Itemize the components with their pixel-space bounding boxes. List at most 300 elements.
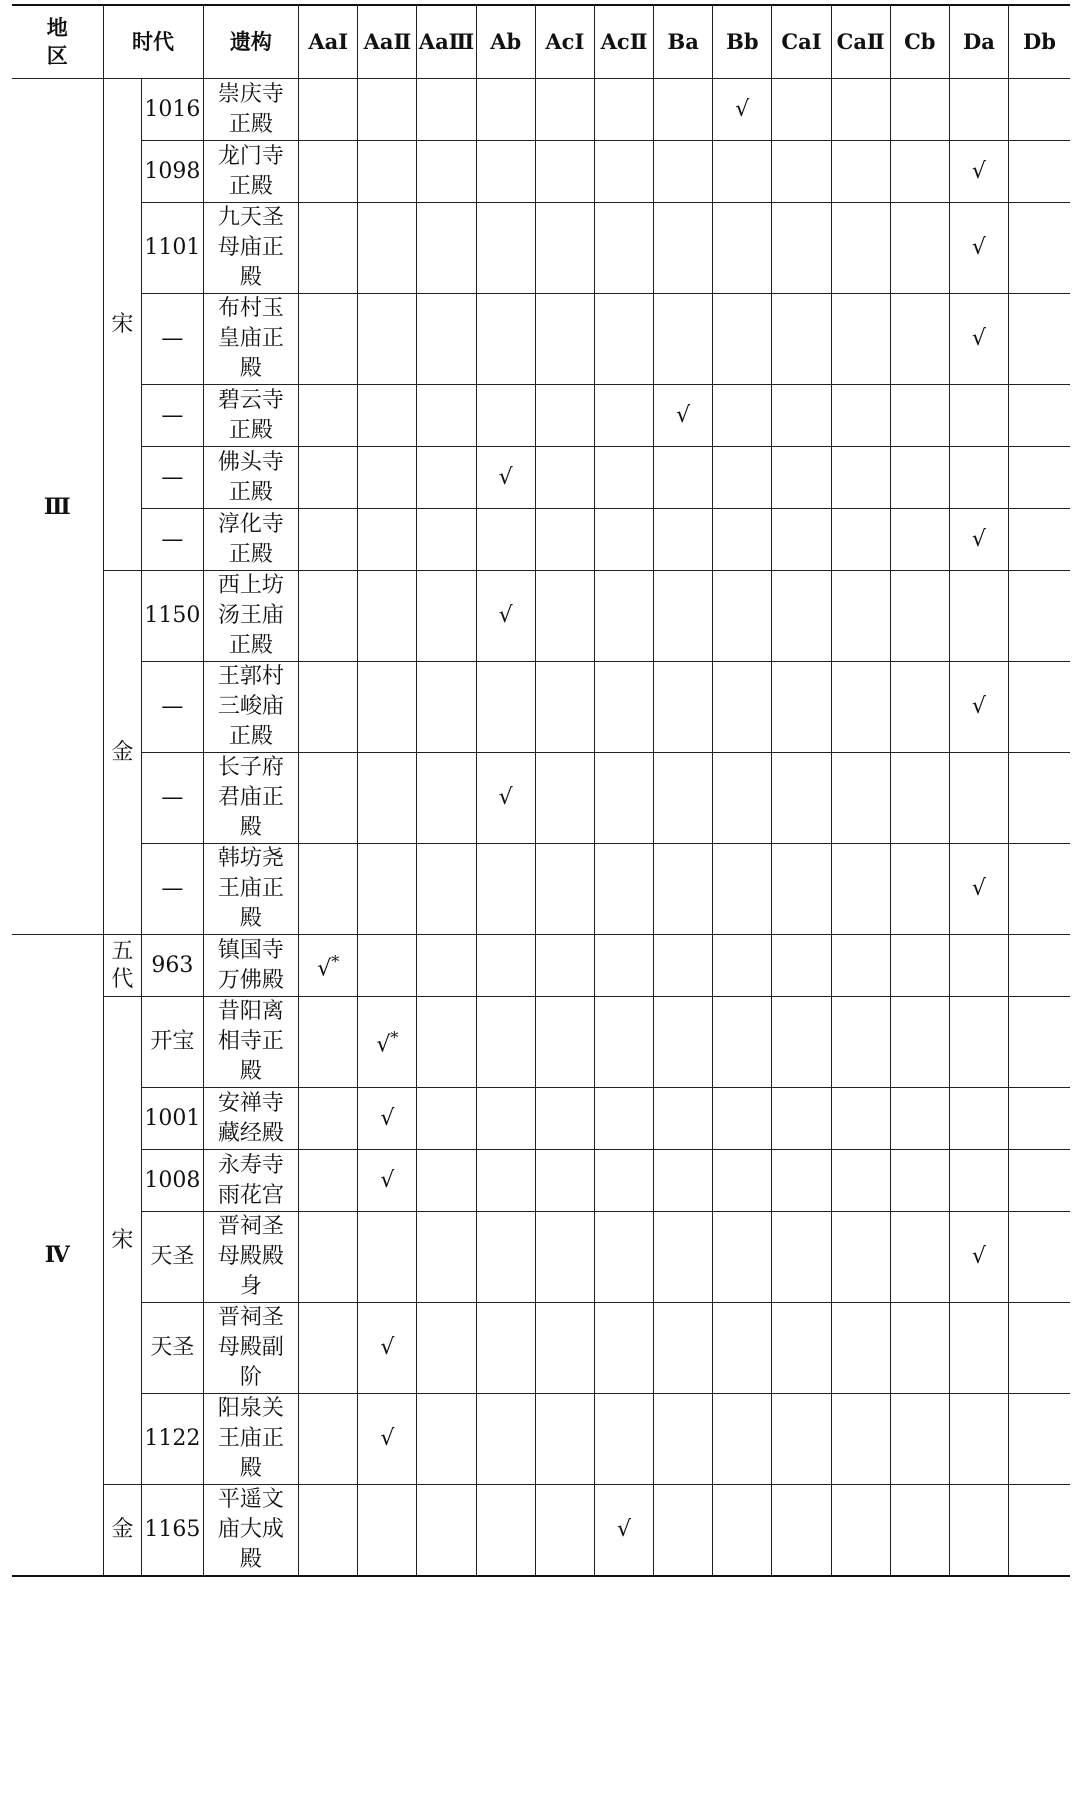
type-cell — [949, 662, 1008, 753]
type-cell — [594, 1485, 653, 1577]
type-cell — [890, 662, 949, 753]
type-cell — [594, 385, 653, 447]
site-line: 相寺正 — [217, 1029, 284, 1054]
site-line: 殿 — [239, 815, 262, 840]
type-cell — [299, 509, 358, 571]
site-line: 殿 — [239, 265, 262, 290]
site-line: 正殿 — [228, 173, 273, 199]
table-row — [12, 997, 1070, 1088]
check-mark: √ — [498, 464, 513, 490]
type-cell — [535, 844, 594, 935]
type-cell — [299, 294, 358, 385]
check-mark: √ — [971, 326, 986, 351]
type-cell — [535, 1088, 594, 1150]
header-type-8: CaⅠ — [772, 5, 831, 79]
type-cell — [772, 997, 831, 1088]
type-cell — [890, 294, 949, 385]
type-cell — [654, 141, 713, 203]
type-cell — [535, 1212, 594, 1303]
type-cell — [358, 294, 417, 385]
table-row — [12, 844, 1070, 935]
type-cell — [831, 571, 890, 662]
type-cell — [476, 203, 535, 294]
dynasty-char: 金 — [111, 1517, 134, 1542]
type-cell — [299, 844, 358, 935]
type-cell — [772, 1394, 831, 1485]
year-cell: 1098 — [142, 141, 203, 203]
type-cell — [358, 662, 417, 753]
dynasty-cell — [103, 571, 142, 935]
type-cell — [476, 1212, 535, 1303]
year-cell: 1001 — [142, 1088, 203, 1150]
type-cell — [654, 294, 713, 385]
type-cell — [831, 1088, 890, 1150]
dynasty-cell — [103, 1485, 142, 1577]
site-line: 王郭村 — [217, 664, 284, 689]
type-cell — [949, 294, 1008, 385]
table-row — [12, 203, 1070, 294]
type-cell — [594, 294, 653, 385]
type-cell — [417, 385, 476, 447]
type-cell — [654, 571, 713, 662]
type-cell — [535, 935, 594, 997]
type-cell — [417, 447, 476, 509]
type-cell — [476, 141, 535, 203]
site-line: 正殿 — [228, 479, 273, 505]
site-line: 晋祠圣 — [217, 1214, 284, 1239]
type-cell — [831, 844, 890, 935]
type-cell — [594, 753, 653, 844]
table-row — [12, 1485, 1070, 1577]
type-cell — [535, 509, 594, 571]
type-cell — [831, 141, 890, 203]
site-line: 母庙正 — [217, 235, 284, 260]
type-cell — [358, 1394, 417, 1485]
type-cell — [535, 294, 594, 385]
type-cell — [358, 1485, 417, 1577]
type-cell — [417, 571, 476, 662]
year-cell: 1150 — [142, 571, 203, 662]
type-cell — [476, 844, 535, 935]
type-cell — [713, 509, 772, 571]
type-cell — [299, 447, 358, 509]
type-cell — [949, 509, 1008, 571]
type-cell — [1009, 79, 1070, 141]
site-line: 正殿 — [228, 111, 273, 137]
type-cell — [949, 1485, 1008, 1577]
type-cell — [417, 753, 476, 844]
type-cell — [299, 79, 358, 141]
type-cell — [417, 141, 476, 203]
type-cell — [713, 294, 772, 385]
type-cell — [654, 1212, 713, 1303]
type-cell — [594, 1303, 653, 1394]
type-cell — [1009, 385, 1070, 447]
type-cell — [890, 385, 949, 447]
site-cell — [203, 509, 299, 571]
type-cell — [594, 447, 653, 509]
site-cell — [203, 1150, 299, 1212]
type-cell — [476, 1150, 535, 1212]
type-cell — [358, 571, 417, 662]
type-cell — [358, 844, 417, 935]
type-cell — [358, 1303, 417, 1394]
type-cell — [594, 935, 653, 997]
type-cell — [417, 935, 476, 997]
check-mark: √ — [971, 694, 986, 719]
site-line: 万佛殿 — [217, 967, 284, 993]
site-cell — [203, 1088, 299, 1150]
type-cell — [594, 79, 653, 141]
type-cell — [772, 294, 831, 385]
check-mark: √ — [317, 956, 332, 982]
type-cell — [1009, 997, 1070, 1088]
type-cell — [417, 1088, 476, 1150]
type-cell — [1009, 1394, 1070, 1485]
check-mark: √ — [380, 1335, 395, 1360]
type-cell — [1009, 753, 1070, 844]
type-cell — [1009, 844, 1070, 935]
type-cell — [890, 1150, 949, 1212]
type-cell — [654, 1394, 713, 1485]
site-cell — [203, 79, 299, 141]
type-cell — [949, 447, 1008, 509]
type-cell — [1009, 1485, 1070, 1577]
type-cell — [594, 1212, 653, 1303]
header-region — [12, 5, 103, 79]
site-line: 崇庆寺 — [217, 81, 284, 107]
type-cell — [299, 203, 358, 294]
type-cell — [1009, 509, 1070, 571]
type-cell — [890, 753, 949, 844]
site-line: 阶 — [239, 1365, 262, 1390]
year-cell: — — [142, 753, 203, 844]
type-cell — [654, 997, 713, 1088]
site-line: 皇庙正 — [217, 326, 284, 351]
type-cell — [417, 662, 476, 753]
type-cell — [949, 935, 1008, 997]
site-cell — [203, 1303, 299, 1394]
type-cell — [417, 509, 476, 571]
year-cell: — — [142, 447, 203, 509]
check-mark: √ — [676, 402, 691, 428]
table-row — [12, 935, 1070, 997]
type-cell — [949, 1303, 1008, 1394]
type-cell — [949, 1394, 1008, 1485]
site-cell — [203, 844, 299, 935]
type-cell — [949, 203, 1008, 294]
year-cell: 天圣 — [142, 1212, 203, 1303]
type-cell — [535, 447, 594, 509]
type-cell — [535, 662, 594, 753]
year-cell: 1165 — [142, 1485, 203, 1577]
site-cell — [203, 1212, 299, 1303]
type-cell — [535, 141, 594, 203]
check-mark: √ — [380, 1105, 395, 1131]
type-cell — [949, 141, 1008, 203]
type-cell — [1009, 662, 1070, 753]
type-cell — [890, 997, 949, 1088]
site-line: 正殿 — [228, 633, 273, 658]
check-mark: √ — [971, 158, 986, 184]
type-cell — [831, 1485, 890, 1577]
type-cell — [299, 662, 358, 753]
header-type-6: Ba — [654, 5, 713, 79]
type-cell — [476, 571, 535, 662]
dynasty-char: 金 — [111, 739, 134, 765]
site-cell — [203, 141, 299, 203]
type-cell — [417, 1212, 476, 1303]
type-cell — [476, 1088, 535, 1150]
type-cell — [358, 447, 417, 509]
type-cell — [772, 509, 831, 571]
site-line: 殿 — [239, 1456, 262, 1481]
year-cell: — — [142, 294, 203, 385]
type-cell — [831, 1303, 890, 1394]
type-cell — [299, 571, 358, 662]
site-line: 王庙正 — [217, 1426, 284, 1451]
type-cell — [476, 1485, 535, 1577]
type-cell — [1009, 571, 1070, 662]
type-cell — [299, 935, 358, 997]
type-cell — [713, 447, 772, 509]
type-cell — [476, 997, 535, 1088]
header-type-5: AcⅡ — [594, 5, 653, 79]
site-line: 平遥文 — [217, 1487, 284, 1512]
type-cell — [476, 1303, 535, 1394]
site-line: 汤王庙 — [217, 603, 284, 628]
type-cell — [358, 753, 417, 844]
type-cell — [417, 203, 476, 294]
type-cell — [713, 1303, 772, 1394]
site-line: 布村玉 — [217, 296, 284, 321]
year-cell: — — [142, 844, 203, 935]
type-cell — [772, 571, 831, 662]
type-cell — [772, 141, 831, 203]
type-cell — [417, 1150, 476, 1212]
site-line: 正殿 — [228, 724, 273, 749]
type-cell — [594, 1088, 653, 1150]
site-cell — [203, 571, 299, 662]
dynasty-char: 五 — [111, 938, 134, 964]
type-cell — [890, 203, 949, 294]
type-cell — [772, 203, 831, 294]
type-cell — [772, 1088, 831, 1150]
type-cell — [831, 385, 890, 447]
type-cell — [417, 79, 476, 141]
site-line: 永寿寺 — [217, 1152, 284, 1178]
site-line: 韩坊尧 — [217, 846, 284, 871]
site-line: 三峻庙 — [217, 694, 284, 719]
type-cell — [358, 79, 417, 141]
year-cell: 963 — [142, 935, 203, 997]
site-line: 佛头寺 — [217, 449, 284, 475]
type-cell — [831, 1150, 890, 1212]
type-cell — [1009, 935, 1070, 997]
type-cell — [476, 447, 535, 509]
type-cell — [713, 141, 772, 203]
type-cell — [831, 997, 890, 1088]
header-type-11: Da — [949, 5, 1008, 79]
type-cell — [594, 1394, 653, 1485]
check-mark: √ — [971, 235, 986, 260]
type-cell — [476, 509, 535, 571]
type-cell — [890, 1212, 949, 1303]
check-mark: √ — [971, 876, 986, 901]
type-cell — [772, 1212, 831, 1303]
type-cell — [890, 447, 949, 509]
type-cell — [535, 1394, 594, 1485]
type-cell — [358, 385, 417, 447]
site-line: 阳泉关 — [217, 1396, 284, 1421]
type-cell — [594, 844, 653, 935]
type-cell — [890, 935, 949, 997]
type-cell — [831, 509, 890, 571]
dynasty-cell — [103, 79, 142, 571]
dynasty-char: 宋 — [111, 1227, 134, 1253]
type-cell — [713, 844, 772, 935]
check-mark: √ — [971, 1244, 986, 1269]
year-cell: 1016 — [142, 79, 203, 141]
type-cell — [831, 1394, 890, 1485]
site-line: 殿 — [239, 1547, 262, 1572]
type-cell — [772, 844, 831, 935]
table-row — [12, 753, 1070, 844]
dynasty-cell — [103, 997, 142, 1485]
type-cell — [949, 753, 1008, 844]
type-cell — [594, 203, 653, 294]
site-line: 龙门寺 — [217, 143, 284, 169]
type-cell — [949, 385, 1008, 447]
type-cell — [417, 1303, 476, 1394]
type-cell — [949, 844, 1008, 935]
type-cell — [299, 1088, 358, 1150]
type-cell — [358, 1212, 417, 1303]
site-line: 九天圣 — [217, 205, 284, 230]
site-line: 王庙正 — [217, 876, 284, 901]
type-cell — [535, 997, 594, 1088]
type-cell — [417, 1394, 476, 1485]
site-line: 长子府 — [217, 755, 284, 780]
site-line: 西上坊 — [217, 573, 284, 598]
site-cell — [203, 203, 299, 294]
table-row — [12, 662, 1070, 753]
type-cell — [299, 997, 358, 1088]
type-cell — [1009, 1212, 1070, 1303]
type-cell — [1009, 447, 1070, 509]
site-line: 母殿副 — [217, 1335, 284, 1360]
type-cell — [713, 1088, 772, 1150]
type-cell — [654, 447, 713, 509]
site-line: 藏经殿 — [217, 1120, 284, 1146]
header-region-char: 区 — [46, 43, 68, 68]
type-cell — [713, 753, 772, 844]
type-cell — [713, 1212, 772, 1303]
table-row — [12, 294, 1070, 385]
header-region-char: 地 — [46, 15, 68, 40]
header-type-9: CaⅡ — [831, 5, 890, 79]
type-cell — [1009, 1088, 1070, 1150]
type-cell — [358, 935, 417, 997]
dynasty-cell — [103, 935, 142, 997]
year-cell: 1122 — [142, 1394, 203, 1485]
type-cell — [949, 79, 1008, 141]
type-cell — [713, 571, 772, 662]
type-cell — [949, 1212, 1008, 1303]
type-cell — [713, 1485, 772, 1577]
type-cell — [299, 141, 358, 203]
table-body — [12, 79, 1070, 1577]
dynasty-char: 代 — [111, 966, 134, 992]
type-cell — [713, 662, 772, 753]
type-cell — [476, 1394, 535, 1485]
check-mark: √ — [498, 603, 513, 628]
table-row — [12, 447, 1070, 509]
type-cell — [831, 203, 890, 294]
type-cell — [890, 1088, 949, 1150]
type-cell — [654, 79, 713, 141]
region-cell: Ⅳ — [12, 935, 103, 1577]
type-cell — [299, 753, 358, 844]
table-row — [12, 1212, 1070, 1303]
type-cell — [299, 1485, 358, 1577]
type-cell — [1009, 294, 1070, 385]
type-cell — [772, 1150, 831, 1212]
type-cell — [949, 571, 1008, 662]
type-cell — [831, 294, 890, 385]
type-cell — [299, 1150, 358, 1212]
type-cell — [713, 1394, 772, 1485]
type-cell — [772, 447, 831, 509]
site-line: 碧云寺 — [217, 387, 284, 413]
type-cell — [299, 1303, 358, 1394]
check-mark: √ — [376, 1032, 391, 1058]
type-cell — [654, 1303, 713, 1394]
type-cell — [299, 385, 358, 447]
header-type-2: AaⅢ — [417, 5, 476, 79]
site-line: 昔阳离 — [217, 999, 284, 1024]
site-line: 母殿殿 — [217, 1244, 284, 1269]
check-mark: √ — [971, 526, 986, 552]
site-line: 殿 — [239, 906, 262, 931]
type-cell — [417, 294, 476, 385]
type-cell — [476, 79, 535, 141]
site-cell — [203, 1394, 299, 1485]
type-cell — [890, 844, 949, 935]
header-type-10: Cb — [890, 5, 949, 79]
header-type-12: Db — [1009, 5, 1070, 79]
site-line: 殿 — [239, 356, 262, 381]
type-cell — [713, 997, 772, 1088]
type-cell — [654, 935, 713, 997]
type-cell — [594, 509, 653, 571]
year-cell: — — [142, 385, 203, 447]
header-row — [12, 5, 1070, 79]
site-cell — [203, 753, 299, 844]
type-cell — [476, 294, 535, 385]
type-cell — [949, 1150, 1008, 1212]
type-cell — [772, 385, 831, 447]
type-cell — [831, 79, 890, 141]
header-type-4: AcⅠ — [535, 5, 594, 79]
type-cell — [831, 753, 890, 844]
site-line: 庙大成 — [217, 1517, 284, 1542]
type-cell — [535, 1303, 594, 1394]
site-line: 正殿 — [228, 541, 273, 567]
type-cell — [654, 509, 713, 571]
type-cell — [594, 997, 653, 1088]
table-row — [12, 385, 1070, 447]
